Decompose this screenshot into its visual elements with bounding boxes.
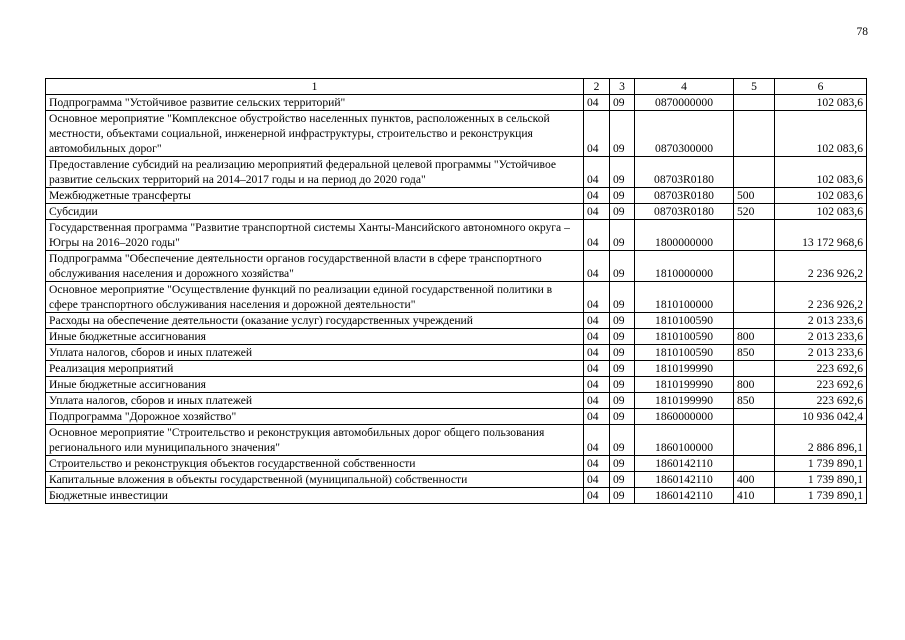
expense-type-cell: 800	[734, 377, 775, 393]
budget-table	[45, 78, 867, 504]
row-name-cell: Основное мероприятие "Строительство и реконструкция автомобильных дорог общего пользования регионального или муниципального значения"	[46, 425, 584, 456]
subsection-cell: 09	[610, 329, 635, 345]
expense-type-cell: 500	[734, 188, 775, 204]
expense-type-cell: 410	[734, 488, 775, 504]
amount-cell: 102 083,6	[775, 204, 867, 220]
expense-type-cell: 850	[734, 345, 775, 361]
section-cell: 04	[584, 345, 610, 361]
subsection-cell: 09	[610, 220, 635, 251]
expense-type-cell	[734, 425, 775, 456]
target-item-cell: 1860000000	[635, 409, 734, 425]
header-cell-1: 1	[46, 79, 584, 95]
target-item-cell: 1810100000	[635, 282, 734, 313]
amount-cell: 1 739 890,1	[775, 488, 867, 504]
subsection-cell: 09	[610, 393, 635, 409]
header-cell-5: 5	[734, 79, 775, 95]
row-name-cell: Бюджетные инвестиции	[46, 488, 584, 504]
row-name-cell: Иные бюджетные ассигнования	[46, 329, 584, 345]
section-cell: 04	[584, 409, 610, 425]
section-cell: 04	[584, 393, 610, 409]
target-item-cell: 1860142110	[635, 456, 734, 472]
table-row	[46, 456, 867, 472]
amount-cell: 2 013 233,6	[775, 345, 867, 361]
target-item-cell: 1810199990	[635, 361, 734, 377]
row-name-cell: Подпрограмма "Обеспечение деятельности органов государственной власти в сфере транспортного обслуживания населения и дорожного хозяйства"	[46, 251, 584, 282]
table-row	[46, 157, 867, 188]
target-item-cell: 1860100000	[635, 425, 734, 456]
amount-cell: 2 236 926,2	[775, 282, 867, 313]
section-cell: 04	[584, 472, 610, 488]
table-row	[46, 204, 867, 220]
row-name-cell: Основное мероприятие "Осуществление функций по реализации единой государственной политики в сфере транспортного обслуживания населения и дорожной деятельности"	[46, 282, 584, 313]
subsection-cell: 09	[610, 425, 635, 456]
target-item-cell: 1860142110	[635, 472, 734, 488]
amount-cell: 102 083,6	[775, 95, 867, 111]
expense-type-cell	[734, 157, 775, 188]
amount-cell: 1 739 890,1	[775, 456, 867, 472]
table-row	[46, 188, 867, 204]
section-cell: 04	[584, 488, 610, 504]
section-cell: 04	[584, 377, 610, 393]
target-item-cell: 08703R0180	[635, 157, 734, 188]
header-cell-6: 6	[775, 79, 867, 95]
expense-type-cell: 400	[734, 472, 775, 488]
table-row	[46, 488, 867, 504]
header-cell-3: 3	[610, 79, 635, 95]
section-cell: 04	[584, 313, 610, 329]
table-body	[46, 79, 867, 504]
section-cell: 04	[584, 188, 610, 204]
table-row	[46, 425, 867, 456]
page-number: 78	[856, 26, 868, 38]
table-row	[46, 345, 867, 361]
row-name-cell: Реализация мероприятий	[46, 361, 584, 377]
row-name-cell: Подпрограмма "Устойчивое развитие сельских территорий"	[46, 95, 584, 111]
subsection-cell: 09	[610, 313, 635, 329]
section-cell: 04	[584, 282, 610, 313]
section-cell: 04	[584, 251, 610, 282]
table-row	[46, 95, 867, 111]
row-name-cell: Основное мероприятие "Комплексное обустройство населенных пунктов, расположенных в сельской местности, объектами социальной, инженерной инфраструктуры, строительство и реконструкция автомобильных дорог"	[46, 111, 584, 157]
amount-cell: 223 692,6	[775, 377, 867, 393]
subsection-cell: 09	[610, 345, 635, 361]
expense-type-cell	[734, 361, 775, 377]
amount-cell: 2 013 233,6	[775, 313, 867, 329]
table-row	[46, 361, 867, 377]
subsection-cell: 09	[610, 157, 635, 188]
section-cell: 04	[584, 361, 610, 377]
amount-cell: 1 739 890,1	[775, 472, 867, 488]
target-item-cell: 1810100590	[635, 329, 734, 345]
expense-type-cell: 800	[734, 329, 775, 345]
header-cell-4: 4	[635, 79, 734, 95]
table-row	[46, 409, 867, 425]
subsection-cell: 09	[610, 472, 635, 488]
row-name-cell: Уплата налогов, сборов и иных платежей	[46, 345, 584, 361]
row-name-cell: Государственная программа "Развитие транспортной системы Ханты-Мансийского автономного округа – Югры на 2016–2020 годы"	[46, 220, 584, 251]
target-item-cell: 1810100590	[635, 313, 734, 329]
target-item-cell: 1810000000	[635, 251, 734, 282]
expense-type-cell	[734, 251, 775, 282]
target-item-cell: 1860142110	[635, 488, 734, 504]
section-cell: 04	[584, 204, 610, 220]
amount-cell: 13 172 968,6	[775, 220, 867, 251]
section-cell: 04	[584, 220, 610, 251]
row-name-cell: Расходы на обеспечение деятельности (оказание услуг) государственных учреждений	[46, 313, 584, 329]
table-row	[46, 111, 867, 157]
header-cell-2: 2	[584, 79, 610, 95]
row-name-cell: Строительство и реконструкция объектов государственной собственности	[46, 456, 584, 472]
table-row	[46, 220, 867, 251]
expense-type-cell	[734, 220, 775, 251]
target-item-cell: 08703R0180	[635, 188, 734, 204]
subsection-cell: 09	[610, 361, 635, 377]
section-cell: 04	[584, 95, 610, 111]
subsection-cell: 09	[610, 377, 635, 393]
expense-type-cell	[734, 282, 775, 313]
table-row	[46, 377, 867, 393]
section-cell: 04	[584, 456, 610, 472]
expense-type-cell	[734, 313, 775, 329]
subsection-cell: 09	[610, 409, 635, 425]
target-item-cell: 1800000000	[635, 220, 734, 251]
row-name-cell: Предоставление субсидий на реализацию мероприятий федеральной целевой программы "Устойчивое развитие сельских территорий на 2014–2017 годы и на период до 2020 года"	[46, 157, 584, 188]
target-item-cell: 1810199990	[635, 377, 734, 393]
subsection-cell: 09	[610, 204, 635, 220]
table-row	[46, 282, 867, 313]
row-name-cell: Субсидии	[46, 204, 584, 220]
amount-cell: 102 083,6	[775, 111, 867, 157]
expense-type-cell	[734, 456, 775, 472]
subsection-cell: 09	[610, 111, 635, 157]
target-item-cell: 0870300000	[635, 111, 734, 157]
expense-type-cell	[734, 95, 775, 111]
row-name-cell: Капитальные вложения в объекты государственной (муниципальной) собственности	[46, 472, 584, 488]
row-name-cell: Подпрограмма "Дорожное хозяйство"	[46, 409, 584, 425]
amount-cell: 2 236 926,2	[775, 251, 867, 282]
row-name-cell: Уплата налогов, сборов и иных платежей	[46, 393, 584, 409]
target-item-cell: 1810100590	[635, 345, 734, 361]
amount-cell: 102 083,6	[775, 157, 867, 188]
target-item-cell: 1810199990	[635, 393, 734, 409]
subsection-cell: 09	[610, 95, 635, 111]
subsection-cell: 09	[610, 188, 635, 204]
row-name-cell: Межбюджетные трансферты	[46, 188, 584, 204]
amount-cell: 102 083,6	[775, 188, 867, 204]
subsection-cell: 09	[610, 251, 635, 282]
table-row	[46, 251, 867, 282]
header-row	[46, 79, 867, 95]
subsection-cell: 09	[610, 488, 635, 504]
subsection-cell: 09	[610, 282, 635, 313]
table-row	[46, 313, 867, 329]
subsection-cell: 09	[610, 456, 635, 472]
table-row	[46, 393, 867, 409]
table-row	[46, 329, 867, 345]
amount-cell: 223 692,6	[775, 393, 867, 409]
section-cell: 04	[584, 157, 610, 188]
amount-cell: 10 936 042,4	[775, 409, 867, 425]
section-cell: 04	[584, 111, 610, 157]
target-item-cell: 08703R0180	[635, 204, 734, 220]
amount-cell: 223 692,6	[775, 361, 867, 377]
target-item-cell: 0870000000	[635, 95, 734, 111]
expense-type-cell	[734, 409, 775, 425]
row-name-cell: Иные бюджетные ассигнования	[46, 377, 584, 393]
section-cell: 04	[584, 425, 610, 456]
expense-type-cell: 850	[734, 393, 775, 409]
section-cell: 04	[584, 329, 610, 345]
expense-type-cell: 520	[734, 204, 775, 220]
amount-cell: 2 013 233,6	[775, 329, 867, 345]
table-row	[46, 472, 867, 488]
expense-type-cell	[734, 111, 775, 157]
amount-cell: 2 886 896,1	[775, 425, 867, 456]
